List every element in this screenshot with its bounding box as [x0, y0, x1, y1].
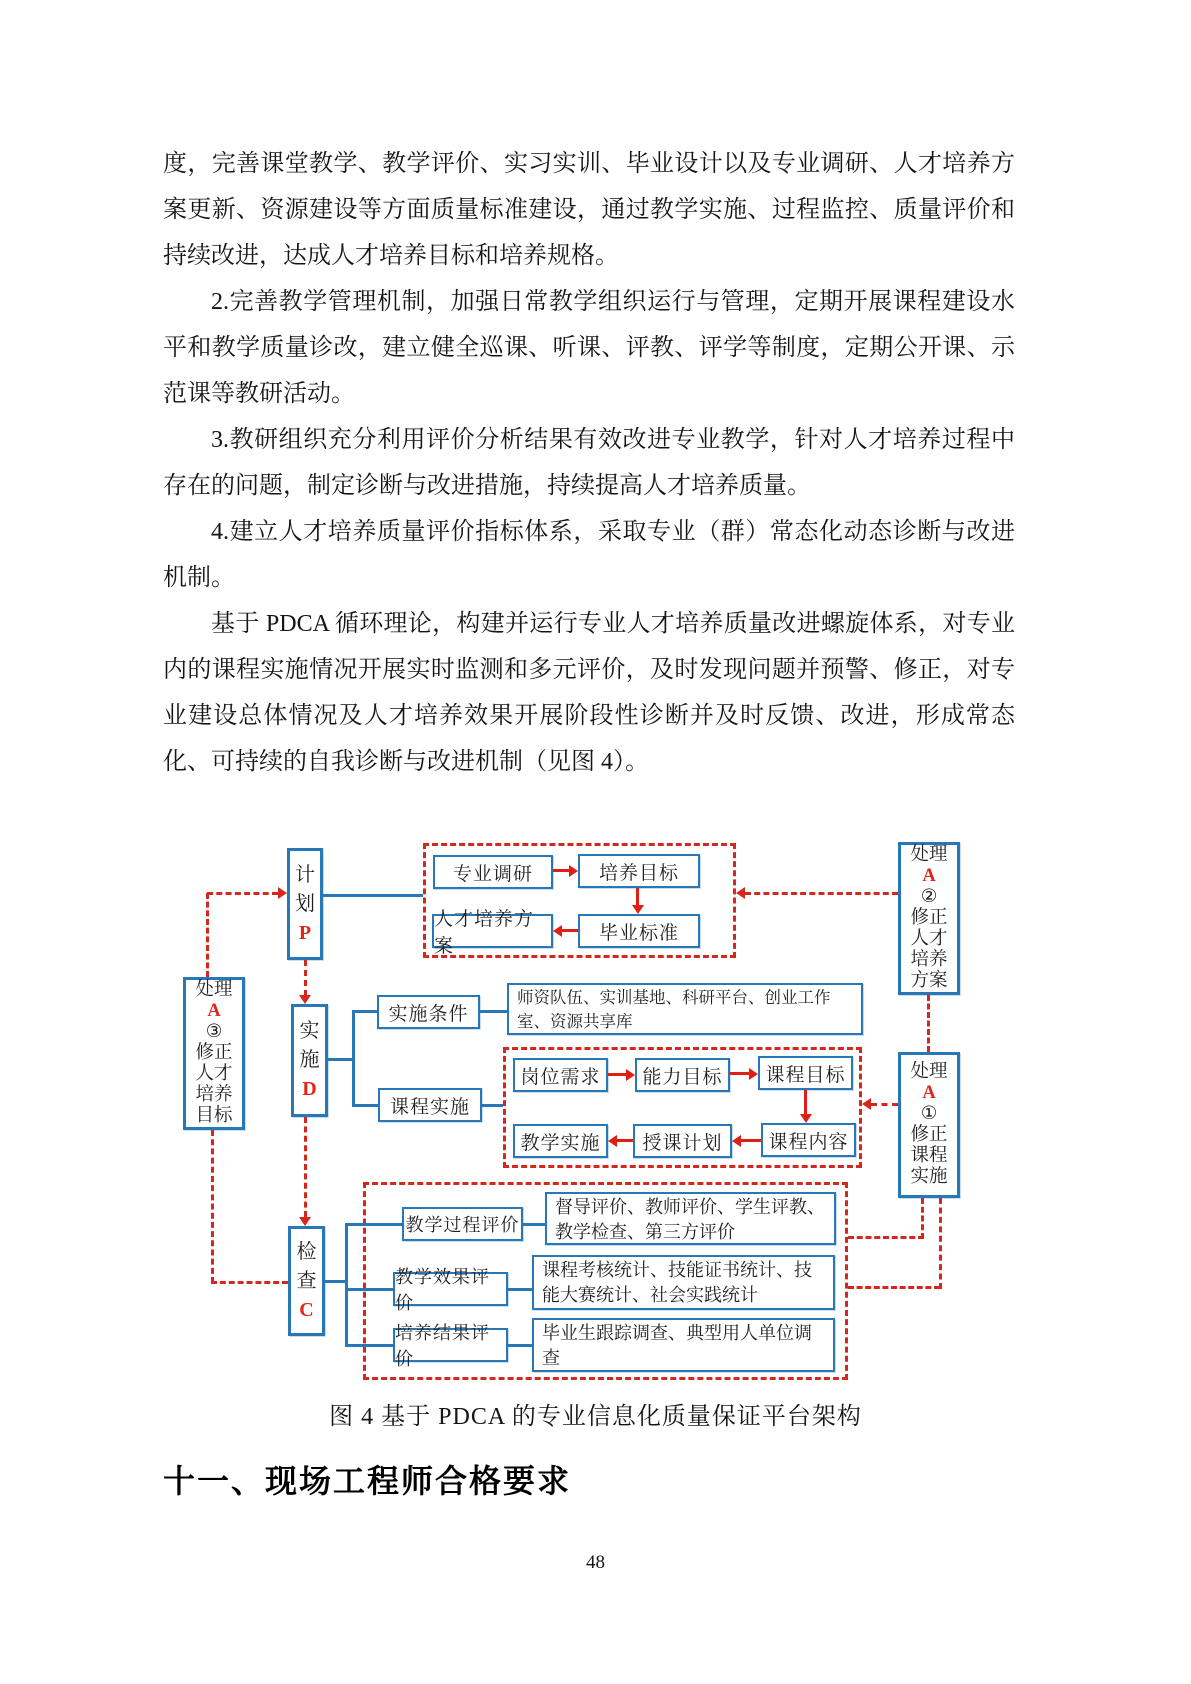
node-plan-label: 计划: [295, 863, 315, 915]
node-plan-letter: P: [298, 921, 312, 944]
page-number: 48: [586, 1552, 605, 1573]
dashed-into-plan: [207, 892, 278, 895]
node-survey: 专业调研: [433, 855, 553, 889]
arrow-head: [800, 1114, 812, 1123]
arrow-gradstd-to-scheme: [562, 929, 578, 932]
connector-effect-eval-items: [508, 1288, 532, 1291]
connector-plan-to-plangroup: [323, 894, 423, 897]
node-impl-condition: 实施条件: [377, 995, 480, 1029]
dashed-act1-to-coursegroup: [871, 1103, 898, 1106]
node-post-demand: 岗位需求: [513, 1058, 608, 1092]
node-talent-scheme: 人才培养方案: [432, 914, 553, 948]
node-act3: [183, 977, 245, 1130]
arrow-head: [626, 1069, 635, 1081]
node-process-eval-items: 督导评价、教师评价、学生评教、教学检查、第三方评价: [545, 1192, 836, 1245]
node-check: [288, 1226, 325, 1336]
node-act1-action: 修正课程实施: [910, 1125, 948, 1187]
node-result-eval: 培养结果评价: [393, 1328, 508, 1362]
connector-do-stub: [328, 1058, 352, 1061]
arrow-head: [608, 1135, 617, 1147]
body-paragraph: 3.教研组织充分利用评价分析结果有效改进专业教学，针对人才培养过程中存在的问题，制定诊断与改进措施，持续提高人才培养质量。: [163, 427, 1015, 499]
arrow-head: [749, 1068, 758, 1080]
body-paragraph: 基于 PDCA 循环理论，构建并运行专业人才培养质量改进螺旋体系，对专业内的课程实施情况开展实时监测和多元评价，及时发现问题并预警、修正，对专业建设总体情况及人才培养效果开展阶段性诊断并及时反馈、改进，形成常态化、可持续的自我诊断与改进机制（见图 4）。: [163, 611, 1015, 775]
dashed-arrow-head: [299, 1217, 311, 1226]
connector-to-course-impl: [352, 1104, 378, 1107]
node-act1-number: ①: [920, 1104, 938, 1124]
arrow-content-to-plan: [741, 1139, 761, 1142]
node-effect-eval: 教学效果评价: [393, 1272, 508, 1306]
node-ability-goal: 能力目标: [635, 1058, 730, 1092]
node-do-letter: D: [302, 1078, 317, 1100]
dashed-to-evalgroup-2: [848, 1286, 940, 1289]
dashed-act1-down-2: [939, 1198, 942, 1289]
node-check-label: 检查: [296, 1240, 317, 1292]
arrow-goal-to-gradstd: [636, 888, 639, 905]
dashed-act2-to-plangroup: [745, 892, 898, 895]
connector-do-branch: [352, 1010, 355, 1107]
connector-check-branch: [345, 1223, 348, 1347]
arrow-ability-to-coursegoal: [730, 1072, 749, 1075]
arrow-head: [632, 905, 644, 914]
dashed-left-to-check: [211, 1281, 288, 1284]
figure-caption: 图 4 基于 PDCA 的专业信息化质量保证平台架构: [329, 1404, 862, 1430]
node-effect-eval-items: 课程考核统计、技能证书统计、技能大赛统计、社会实践统计: [532, 1255, 835, 1310]
node-teaching-impl: 教学实施: [513, 1124, 608, 1158]
node-teaching-plan: 授课计划: [633, 1124, 732, 1158]
section-heading: 十一、现场工程师合格要求: [163, 1463, 572, 1499]
connector-check-stub: [325, 1280, 345, 1283]
dashed-arrow-head: [736, 887, 745, 899]
node-do-label: 实施: [299, 1020, 320, 1071]
arrow-head: [569, 865, 578, 877]
node-act1: [898, 1052, 960, 1198]
node-act1-label: 处理: [910, 1062, 948, 1082]
dashed-act2-to-act1: [927, 995, 930, 1052]
node-act3-label: 处理: [195, 980, 233, 1000]
dashed-plan-to-do: [304, 960, 307, 996]
node-resources: 师资队伍、实训基地、科研平台、创业工作室、资源共享库: [507, 983, 863, 1035]
body-paragraph: 4.建立人才培养质量评价指标体系，采取专业（群）常态化动态诊断与改进机制。: [163, 519, 1015, 591]
node-act3-number: ③: [205, 1022, 223, 1042]
node-check-letter: C: [299, 1298, 314, 1321]
body-paragraph: 度，完善课堂教学、教学评价、实习实训、毕业设计以及专业调研、人才培养方案更新、资源建设等方面质量标准建设，通过教学实施、过程监控、质量评价和持续改进，达成人才培养目标和培养规格。: [163, 151, 1015, 269]
arrow-teachplan-to-impl: [617, 1139, 633, 1142]
dashed-act1-down-1: [921, 1198, 924, 1239]
connector-to-impl-condition: [352, 1010, 377, 1013]
node-course-content: 课程内容: [761, 1123, 856, 1157]
node-course-impl: 课程实施: [378, 1088, 482, 1122]
body-paragraph: 2.完善教学管理机制，加强日常教学组织运行与管理，定期开展课程建设水平和教学质量诊改，建立健全巡课、听课、评教、评学等制度，定期公开课、示范课等教研活动。: [163, 289, 1015, 407]
node-do: [291, 1004, 328, 1117]
connector-process-eval-items: [523, 1223, 545, 1226]
arrow-postdemand-to-ability: [608, 1073, 626, 1076]
connector-to-result-eval: [345, 1344, 393, 1347]
connector-to-process-eval: [345, 1223, 402, 1226]
node-act3-letter: A: [207, 1001, 221, 1021]
dashed-arrow-head: [299, 995, 311, 1004]
dashed-left-lower: [211, 1130, 214, 1283]
node-act2-number: ②: [920, 887, 938, 907]
node-grad-standard: 毕业标准: [578, 914, 700, 948]
connector-courseimpl-to-group: [482, 1104, 503, 1107]
node-process-eval: 教学过程评价: [402, 1207, 523, 1241]
dashed-to-evalgroup-1: [848, 1236, 924, 1239]
connector-to-effect-eval: [345, 1288, 393, 1291]
node-act2-action: 修正人才培养方案: [910, 908, 948, 991]
body-text: [163, 141, 1015, 785]
arrow-survey-to-goal: [553, 869, 569, 872]
node-train-goal: 培养目标: [578, 854, 700, 888]
dashed-arrow-head: [278, 887, 287, 899]
dashed-left-upper: [206, 893, 209, 977]
arrow-coursegoal-to-content: [804, 1090, 807, 1114]
node-act2-letter: A: [922, 866, 936, 886]
node-act2: [898, 842, 960, 995]
connector-result-eval-items: [508, 1344, 532, 1347]
node-plan: [287, 848, 323, 960]
arrow-head: [732, 1135, 741, 1147]
node-act3-action: 修正人才培养目标: [195, 1043, 233, 1126]
dashed-arrow-head: [862, 1098, 871, 1110]
dashed-do-to-check: [304, 1117, 307, 1217]
connector-implcond-to-resources: [480, 1010, 507, 1013]
node-act1-letter: A: [922, 1083, 936, 1103]
arrow-head: [553, 925, 562, 937]
node-act2-label: 处理: [910, 845, 948, 865]
node-result-eval-items: 毕业生跟踪调查、典型用人单位调查: [532, 1318, 835, 1372]
node-course-goal: 课程目标: [758, 1056, 853, 1090]
